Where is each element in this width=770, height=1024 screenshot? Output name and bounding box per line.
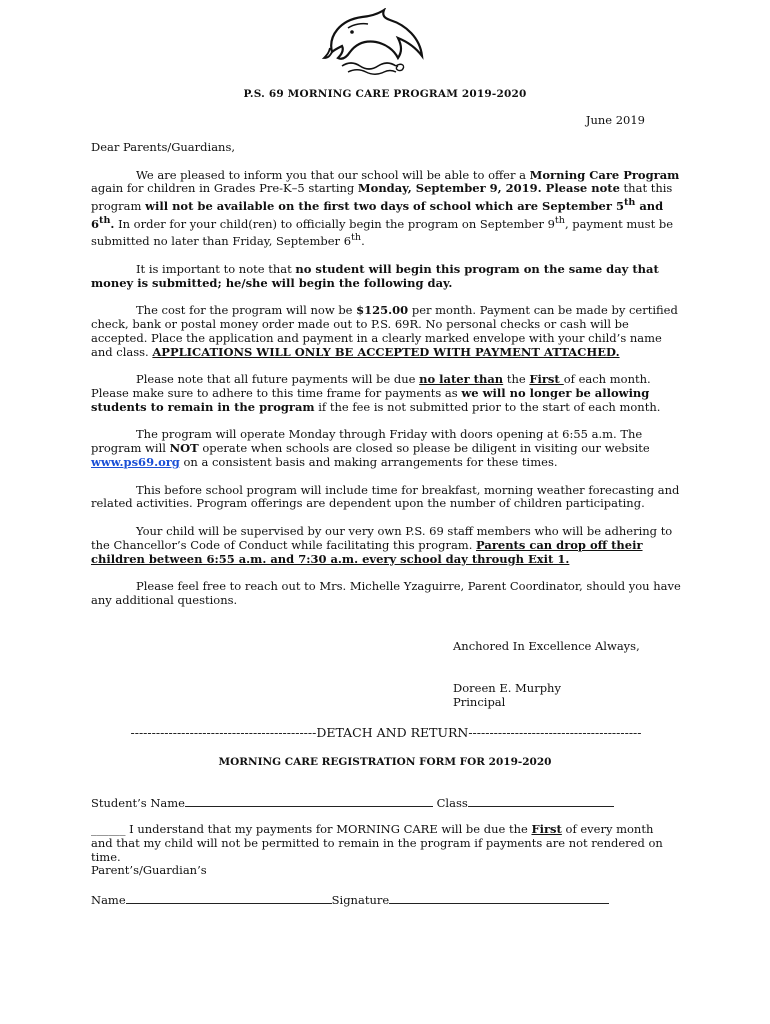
name-label: Name <box>91 893 126 907</box>
paragraph-intro <box>91 169 681 249</box>
text: that this program <box>91 181 673 214</box>
acknowledgement <box>91 823 671 864</box>
text-bold: NOT <box>169 441 199 456</box>
acknowledge-field[interactable]: ______ <box>91 822 126 836</box>
superscript: th <box>99 214 111 226</box>
superscript: th <box>554 214 565 226</box>
parent-name-field[interactable] <box>126 892 332 904</box>
class-label: Class <box>436 796 468 810</box>
signer-name: Doreen E. Murphy <box>453 681 561 695</box>
text-bold-underline: APPLICATIONS WILL ONLY BE ACCEPTED WITH PAYMENT ATTACHED. <box>152 344 620 359</box>
class-field[interactable] <box>468 795 614 807</box>
text: Your child will be supervised by our very own P.S. 69 staff members who will be adhering to the Chancellor’s Code of Conduct while facilitating this program. <box>91 524 673 552</box>
signature-row <box>91 892 691 908</box>
text: the <box>503 372 530 387</box>
text: . <box>361 234 365 249</box>
letter-body <box>91 141 681 622</box>
paragraph-contact: Please feel free to reach out to Mrs. Michelle Yzaguirre, Parent Coordinator, should you have any additional questions. <box>91 579 681 607</box>
text-bold: . <box>110 216 115 231</box>
text-bold: Morning Care Program <box>529 167 680 182</box>
text: Please note that all future payments will be due <box>136 372 420 387</box>
program-title: P.S. 69 MORNING CARE PROGRAM 2019-2020 <box>243 88 527 100</box>
text-bold-underline: no later than <box>419 372 504 387</box>
text-bold: we will no longer be allowing students to remain in the program <box>91 386 650 414</box>
text-bold: $125.00 <box>356 303 409 318</box>
text: per month. Payment can be made by certified check, bank or postal money order made out to P.S. 69R. No personal checks or cash will be accepted. Place the application and payment in a clearly marked envelope with your child’s name and class. <box>91 303 678 359</box>
text: It is important to note that <box>136 261 296 276</box>
text: , payment must be submitted no later than Friday, September 6 <box>91 216 674 249</box>
form-title: MORNING CARE REGISTRATION FORM FOR 2019-2020 <box>218 756 552 768</box>
paragraph-cost <box>91 304 681 359</box>
closing: Anchored In Excellence Always, <box>453 639 640 653</box>
text: on a consistent basis and making arrangements for these times. <box>179 455 558 470</box>
detach-line: --------------------------------------------DETACH AND RETURN----------------------------------------- <box>130 726 642 740</box>
paragraph-supervision <box>91 525 681 566</box>
text-bold-underline: First <box>529 372 564 387</box>
text: again for children in Grades Pre-K–5 starting <box>91 181 358 196</box>
student-row <box>91 795 691 811</box>
text: The program will operate Monday through Friday with doors opening at 6:55 a.m. The program will <box>91 427 643 456</box>
text-bold: Monday, September 9, 2019. Please note <box>357 181 620 196</box>
signer-title: Principal <box>453 695 506 709</box>
text-bold-underline: First <box>531 822 562 836</box>
text-bold: and 6 <box>91 199 664 231</box>
letter-date: June 2019 <box>585 113 645 127</box>
dolphin-logo-icon <box>318 8 430 76</box>
text: operate when schools are closed so please be diligent in visiting our website <box>198 441 650 456</box>
website-link[interactable]: www.ps69.org <box>91 455 180 470</box>
text-bold-underline: Parents can drop off their children between 6:55 a.m. and 7:30 a.m. every school day through Exit 1. <box>91 537 643 566</box>
paragraph-start-rule <box>91 263 681 291</box>
paragraph-schedule <box>91 428 681 469</box>
text: I understand that my payments for MORNING CARE will be due the <box>125 822 532 836</box>
superscript: th <box>623 197 636 209</box>
text: We are pleased to inform you that our school will be able to offer a <box>136 167 530 182</box>
paragraph-future-payments <box>91 373 681 414</box>
signature-label: Signature <box>331 893 390 907</box>
text: of each month. Please make sure to adhere to this time frame for payments as <box>91 372 651 401</box>
text: of every month and that my child will not be permitted to remain in the program if payments are not rendered on time. <box>91 822 663 864</box>
text: In order for your child(ren) to officially begin the program on September 9 <box>114 216 555 231</box>
student-name-field[interactable] <box>185 795 433 807</box>
paragraph-activities: This before school program will include time for breakfast, morning weather forecasting and related activities. Program offerings are dependent upon the number of children participating. <box>91 482 680 511</box>
text-bold: no student will begin this program on the same day that money is submitted; he/she will begin the following day. <box>91 261 659 290</box>
signature-field[interactable] <box>389 892 609 904</box>
text-bold: will not be available on the first two days of school which are September 5 <box>145 199 624 214</box>
student-name-label: Student’s Name <box>91 796 185 810</box>
superscript: th <box>351 232 362 244</box>
salutation: Dear Parents/Guardians, <box>91 140 236 154</box>
parent-guardian-label: Parent’s/Guardian’s <box>91 863 207 877</box>
text: if the fee is not submitted prior to the start of each month. <box>314 399 661 414</box>
text: The cost for the program will now be <box>136 303 357 318</box>
